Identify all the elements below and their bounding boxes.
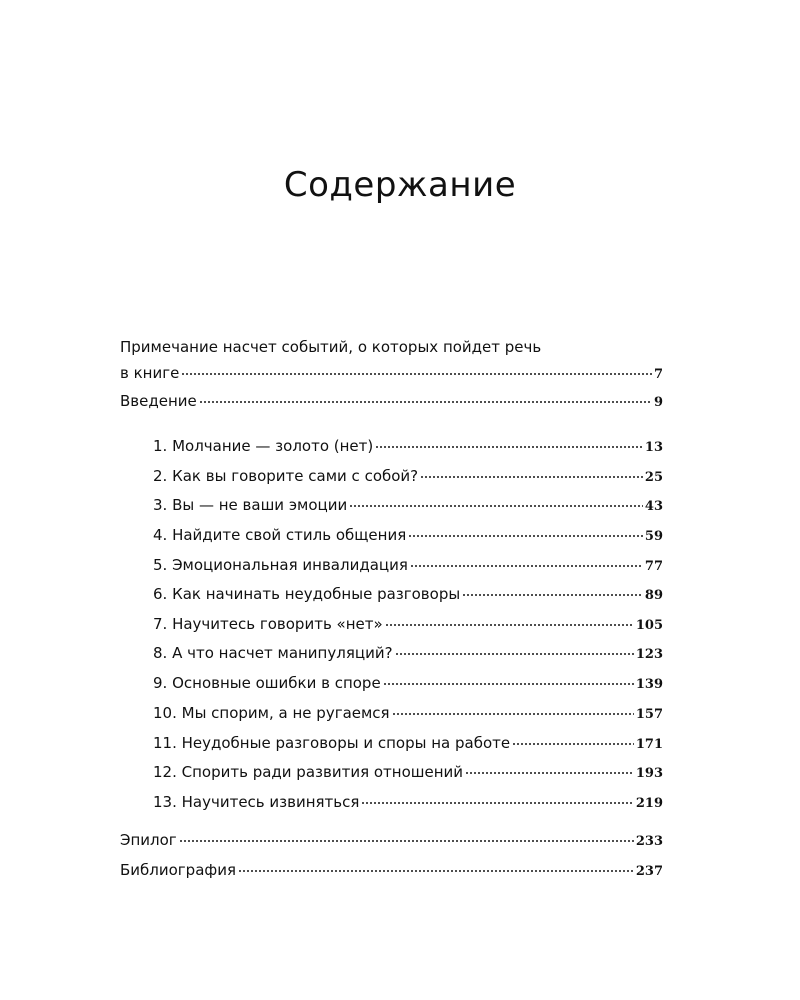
dot-leader — [349, 490, 643, 510]
toc-entry-label: в книге — [120, 364, 180, 382]
toc-entry-label: 1. Молчание — золото (нет) — [153, 437, 374, 455]
toc-entry-label: 5. Эмоциональная инвалидация — [153, 556, 408, 574]
toc-entry-label: 7. Научитесь говорить «нет» — [153, 615, 383, 633]
toc-entry-label: Эпилог — [120, 831, 177, 849]
toc-entry-epilogue[interactable] — [120, 825, 663, 849]
toc-entry-chapter[interactable] — [153, 520, 663, 544]
dot-leader — [383, 668, 634, 688]
dot-leader — [238, 855, 634, 875]
toc-entry-label: 11. Неудобные разговоры и споры на работе — [153, 734, 511, 752]
toc-entry-chapter[interactable] — [153, 609, 663, 633]
toc-entry-chapter[interactable] — [153, 728, 663, 752]
toc-page-number: 193 — [635, 766, 663, 781]
toc-page-number: 89 — [644, 588, 663, 603]
toc-page-number: 219 — [635, 796, 663, 811]
toc-entry-label: 12. Спорить ради развития отношений — [153, 763, 464, 781]
toc-entry-label: Библиография — [120, 861, 236, 879]
toc-entry-chapter[interactable] — [153, 757, 663, 781]
dot-leader — [375, 431, 643, 451]
toc-entry-chapter[interactable] — [153, 787, 663, 811]
toc-page-number: 171 — [635, 737, 663, 752]
toc-page-number: 123 — [635, 647, 663, 662]
toc-entry-chapter[interactable] — [153, 431, 663, 455]
toc-entry-label: 4. Найдите свой стиль общения — [153, 526, 407, 544]
toc-entry-chapter[interactable] — [153, 550, 663, 574]
toc-page-number: 237 — [635, 864, 663, 879]
dot-leader — [385, 609, 634, 629]
toc-entry-chapter[interactable] — [153, 461, 663, 485]
toc-entry-label: 10. Мы спорим, а не ругаемся — [153, 704, 390, 722]
dot-leader — [395, 638, 634, 658]
toc-entry-chapter[interactable] — [153, 579, 663, 603]
toc-page-number: 139 — [635, 677, 663, 692]
table-of-contents — [120, 0, 663, 1000]
toc-entry-label: 8. А что насчет манипуляций? — [153, 644, 393, 662]
dot-leader — [392, 698, 634, 718]
toc-entry-label: 2. Как вы говорите сами с собой? — [153, 467, 419, 485]
dot-leader — [512, 728, 634, 748]
toc-entry-bibliography[interactable] — [120, 855, 663, 879]
toc-page-number: 13 — [644, 440, 663, 455]
toc-entry-label: 9. Основные ошибки в споре — [153, 674, 381, 692]
dot-leader — [462, 579, 643, 599]
toc-entry-chapter[interactable] — [153, 490, 663, 514]
toc-page-number: 7 — [653, 367, 663, 382]
dot-leader — [410, 550, 643, 570]
dot-leader — [181, 358, 652, 378]
toc-page-number: 9 — [653, 395, 663, 410]
toc-entry-intro[interactable] — [120, 386, 663, 410]
dot-leader — [361, 787, 633, 807]
toc-page-number: 105 — [635, 618, 663, 633]
toc-entry-chapter[interactable] — [153, 668, 663, 692]
toc-page-number: 43 — [644, 499, 663, 514]
toc-page-number: 25 — [644, 470, 663, 485]
dot-leader — [179, 825, 634, 845]
toc-page-number: 77 — [644, 559, 663, 574]
toc-entry-label: 13. Научитесь извиняться — [153, 793, 360, 811]
toc-page-number: 59 — [644, 529, 663, 544]
dot-leader — [465, 757, 634, 777]
toc-entry-note-line1[interactable]: Примечание насчет событий, о которых пойдет речь — [120, 338, 542, 356]
toc-entry-chapter[interactable] — [153, 638, 663, 662]
toc-page-number: 233 — [635, 834, 663, 849]
toc-entry-label: Введение — [120, 392, 197, 410]
toc-entry-label: 3. Вы — не ваши эмоции — [153, 496, 348, 514]
toc-page-number: 157 — [635, 707, 663, 722]
toc-entry-chapter[interactable] — [153, 698, 663, 722]
dot-leader — [199, 386, 652, 406]
dot-leader — [408, 520, 643, 540]
dot-leader — [420, 461, 643, 481]
toc-entry-note[interactable] — [120, 358, 663, 382]
toc-entry-label: 6. Как начинать неудобные разговоры — [153, 585, 461, 603]
page-title: Содержание — [283, 165, 517, 205]
